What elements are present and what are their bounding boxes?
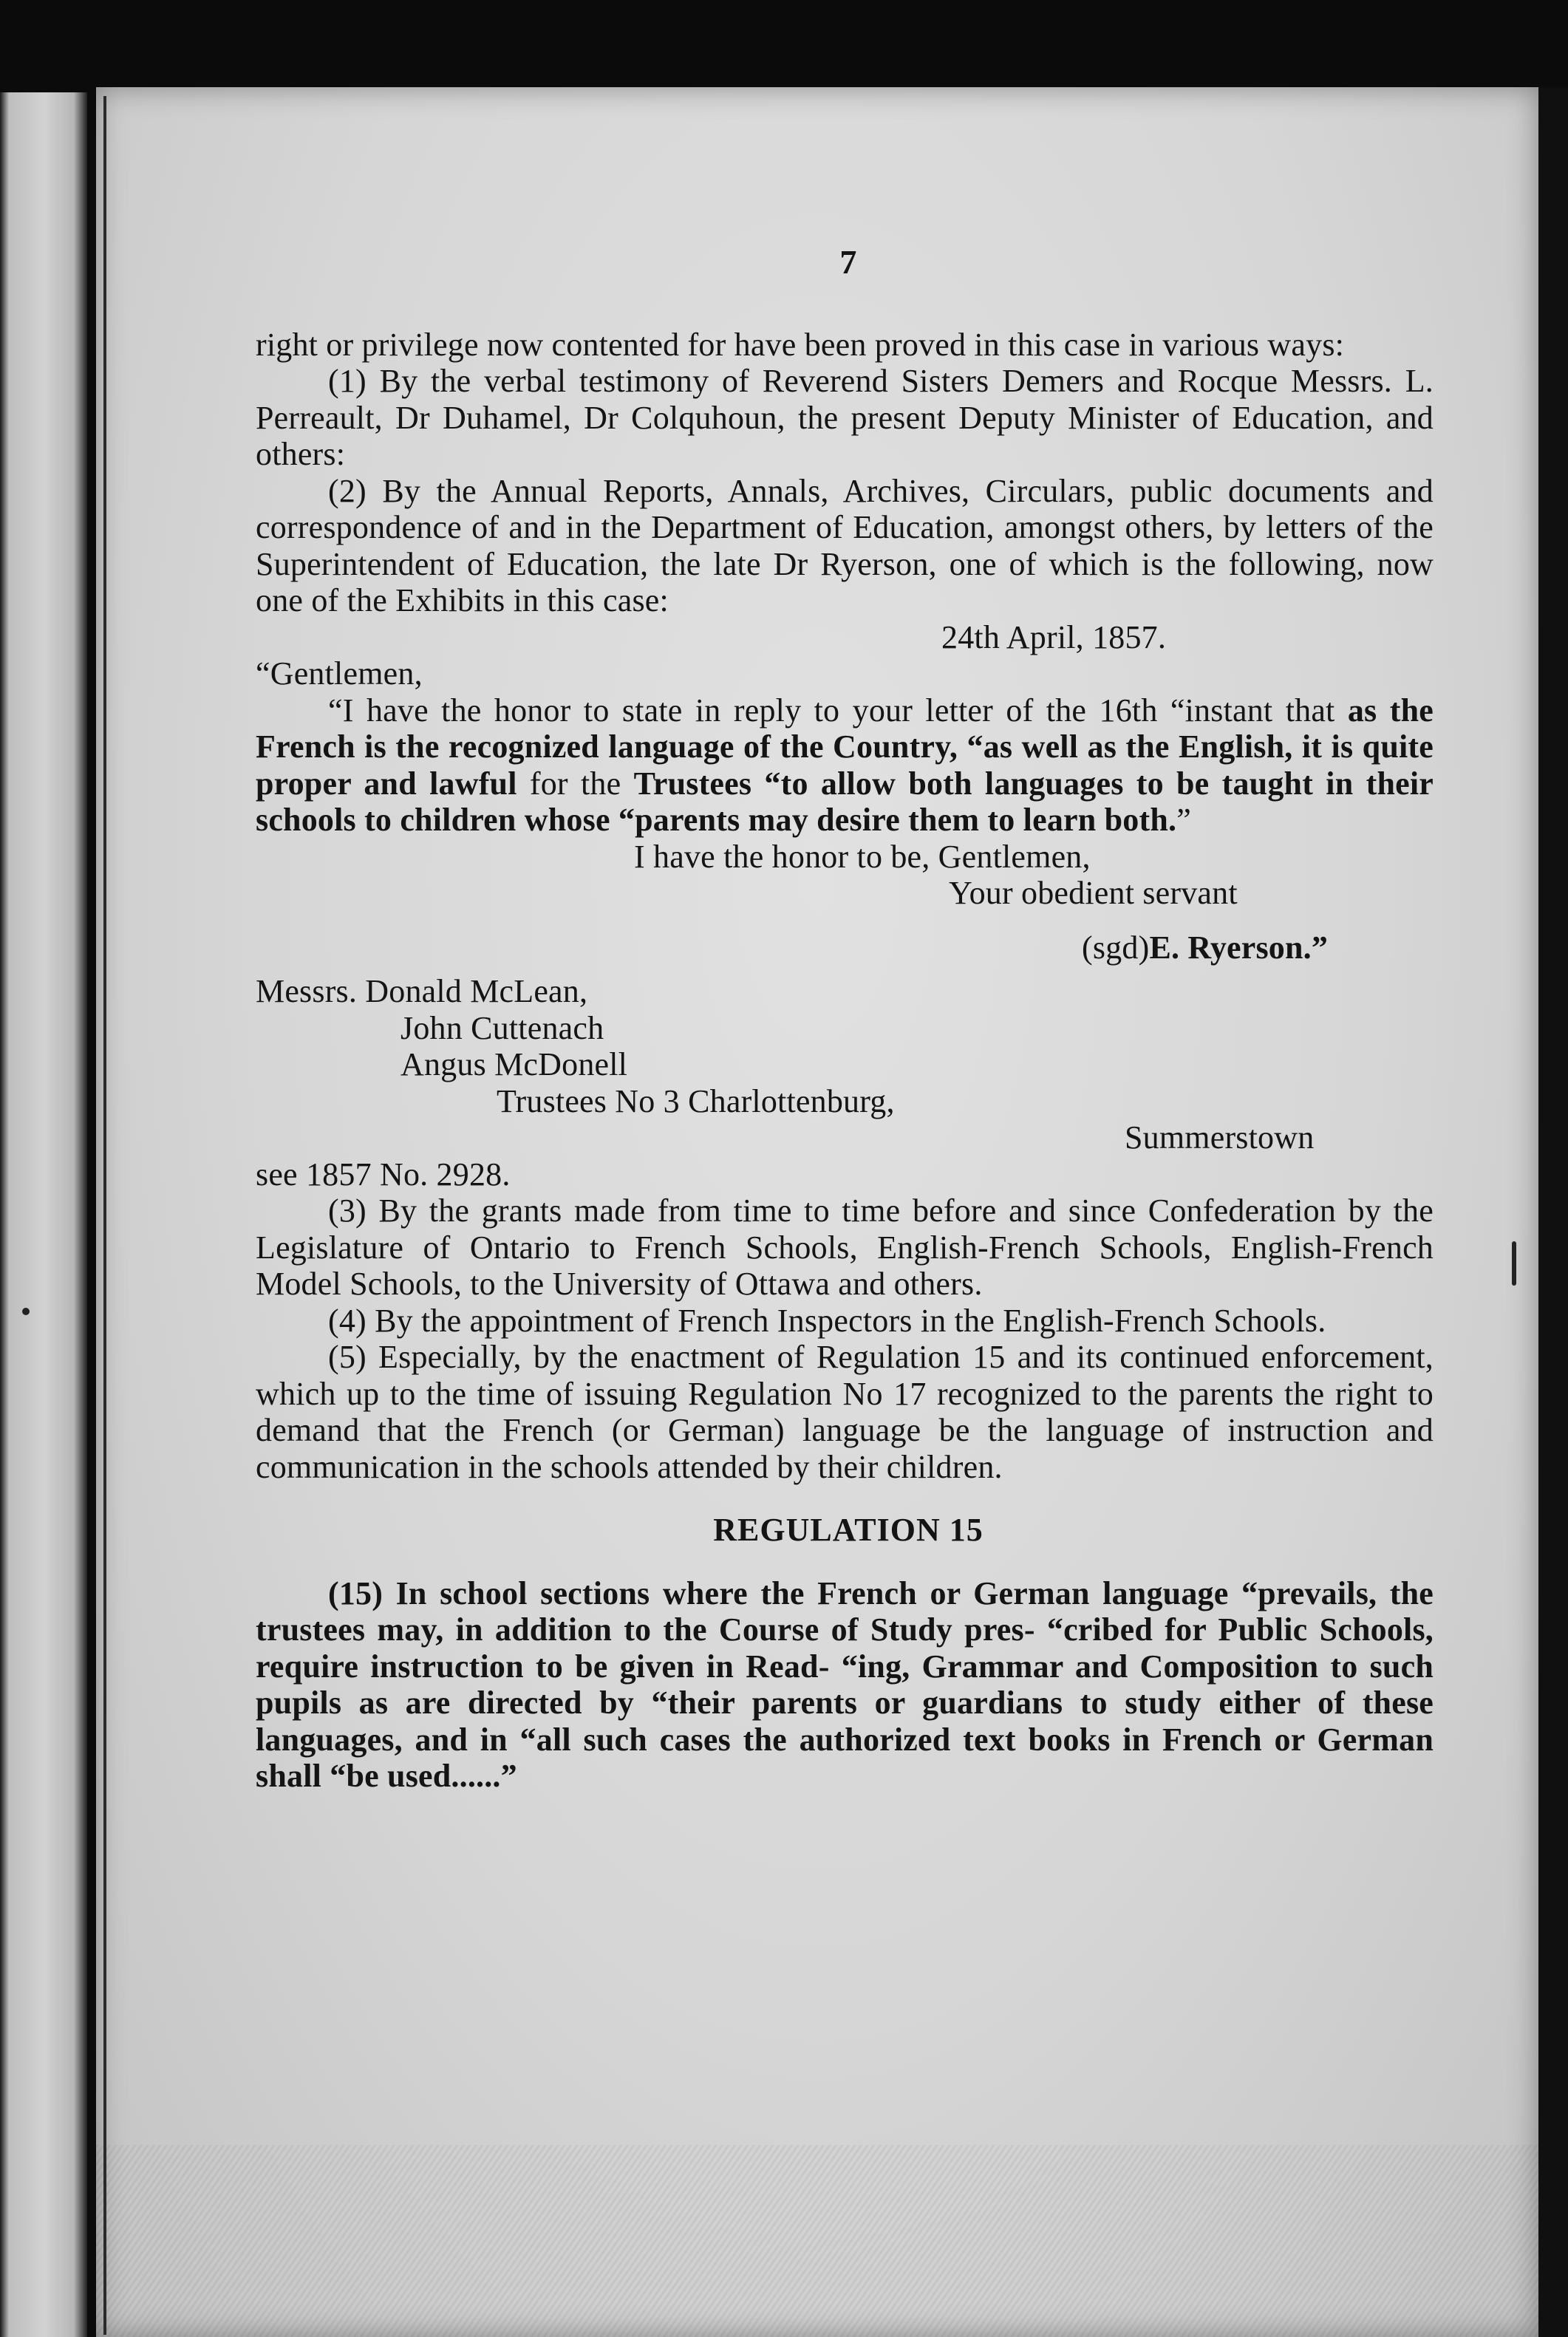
- letter-body-bold-2: Trustees “to allow both languages to be taught in their schools to children whose “parents may desire them to learn both.: [256, 765, 1434, 838]
- evidence-item-3: (3) By the grants made from time to time before and since Confederation by the Legislature of Ontario to French Schools, English-French Schools, English-French Model Schools, to the University of Ottawa and others.: [256, 1193, 1434, 1302]
- regulation-heading: REGULATION 15: [713, 1512, 984, 1548]
- letter-body-bold-1: as the French is the recognized language of the Country, “as well as the English, it is quite proper and lawful: [256, 692, 1434, 802]
- letter-address-3: Angus McDonell: [400, 1046, 628, 1082]
- letter-closing-2: Your obedient servant: [949, 875, 1238, 911]
- letter-address-2: John Cuttenach: [400, 1009, 604, 1046]
- letter-salutation: “Gentlemen,: [256, 655, 423, 692]
- adjacent-page-edge: [0, 92, 87, 2337]
- letter-address-1: Messrs. Donald McLean,: [256, 973, 588, 1009]
- letter-date: 24th April, 1857.: [941, 618, 1167, 655]
- document-text: [256, 244, 1434, 1795]
- letter-body-end: ”: [1176, 802, 1191, 838]
- evidence-item-1: (1) By the verbal testimony of Reverend Sisters Demers and Rocque Messrs. L. Perreault, Dr Duhamel, Dr Colquhoun, the present Deputy Minister of Education, and others:: [256, 363, 1434, 472]
- letter-reference: see 1857 No. 2928.: [256, 1156, 511, 1193]
- letter-body-plain-2: for the: [517, 765, 634, 802]
- evidence-item-2: (2) By the Annual Reports, Annals, Archives, Circulars, public documents and correspondence of and in the Department of Education, amongst others, by letters of the Superintendent of Education, the late Dr Ryerson, one of which is the following, now one of the Exhibits in this case:: [256, 472, 1434, 618]
- page-number: 7: [839, 243, 857, 281]
- letter-signature: [256, 929, 1434, 966]
- letter-address-5: Summerstown: [1125, 1119, 1315, 1156]
- speck-mark: [1512, 1241, 1516, 1286]
- signature-prefix: (sgd): [1082, 929, 1150, 966]
- page-right-margin: [1538, 87, 1568, 2337]
- letter-closing-1: I have the honor to be, Gentlemen,: [634, 838, 1091, 875]
- letter-body-plain: “I have the honor to state in reply to your letter of the 16th “instant that: [328, 692, 1348, 729]
- letter-address-4: Trustees No 3 Charlottenburg,: [497, 1082, 895, 1119]
- intro-paragraph: right or privilege now contented for have been proved in this case in various ways:: [256, 326, 1345, 363]
- evidence-item-5: (5) Especially, by the enactment of Regulation 15 and its continued enforcement, which up to the time of issuing Regulation No 17 recognized to the parents the right to demand that the French (or German) language be the language of instruction and communication in the schools attended by their children.: [256, 1339, 1434, 1485]
- page-left-border: [103, 96, 106, 2335]
- letter-body: [256, 692, 1434, 839]
- evidence-item-4: (4) By the appointment of French Inspectors in the English-French Schools.: [328, 1302, 1326, 1339]
- regulation-text: (15) In school sections where the French or German language “prevails, the trustees may, in addition to the Course of Study pres- “cribed for Public Schools, require instruction to be given in Read- “ing, Grammar and Composition to such pupils as are directed by “their parents or guardians to study either of these languages, and in “all such cases the authorized text books in French or German shall “be used......”: [256, 1575, 1434, 1794]
- speck-mark: [22, 1308, 30, 1315]
- signature-name: E. Ryerson.”: [1149, 929, 1329, 966]
